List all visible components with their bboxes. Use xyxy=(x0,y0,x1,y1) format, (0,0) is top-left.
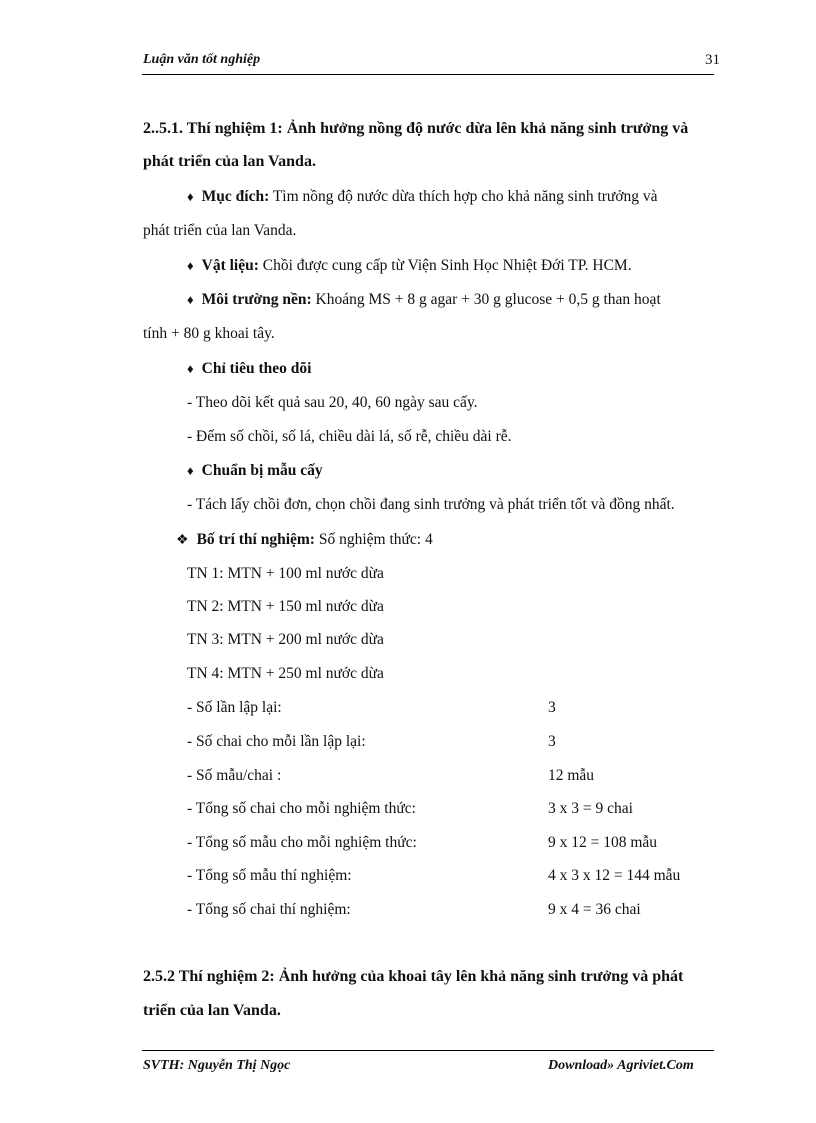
footer-source: Download» Agriviet.Com xyxy=(548,1058,694,1073)
indicators-label: Chỉ tiêu theo dõi xyxy=(201,360,312,377)
material-label: Vật liệu: xyxy=(201,257,259,274)
header-rule xyxy=(142,74,714,75)
section1-heading-line2: phát triển của lan Vanda. xyxy=(143,153,316,170)
section2-heading-line2: triển của lan Vanda. xyxy=(143,1002,281,1019)
treatment-item: TN 4: MTN + 250 ml nước dừa xyxy=(187,665,384,682)
stat-value: 9 x 4 = 36 chai xyxy=(548,901,641,918)
diamond-bullet-icon: ♦ xyxy=(187,292,194,307)
treatment-item: TN 1: MTN + 100 ml nước dừa xyxy=(187,565,384,582)
medium-label: Môi trường nền: xyxy=(201,291,312,308)
stat-label: - Số lần lập lại: xyxy=(187,699,282,716)
prep-label: Chuẩn bị mẫu cấy xyxy=(201,462,323,479)
stat-value: 3 xyxy=(548,699,556,716)
stat-label: - Số chai cho mỗi lần lập lại: xyxy=(187,733,366,750)
diamond-bullet-icon: ♦ xyxy=(187,258,194,273)
diamond-bullet-icon: ♦ xyxy=(187,463,194,478)
design-paragraph xyxy=(176,531,433,549)
header-title: Luận văn tốt nghiệp xyxy=(143,52,261,67)
prep-text: - Tách lấy chồi đơn, chọn chồi đang sinh trưởng và phát triển tốt và đồng nhất. xyxy=(187,496,675,513)
medium-text: Khoáng MS + 8 g agar + 30 g glucose + 0,5 g than hoạt xyxy=(311,291,661,308)
prep-heading xyxy=(187,462,323,480)
stat-value: 3 xyxy=(548,733,556,750)
stat-label: - Tổng số mẫu cho mỗi nghiệm thức: xyxy=(187,834,417,851)
purpose-label: Mục đích: xyxy=(201,188,270,205)
stat-value: 4 x 3 x 12 = 144 mẫu xyxy=(548,867,681,884)
diamond-bullet-icon: ♦ xyxy=(187,189,194,204)
treatment-item: TN 3: MTN + 200 ml nước dừa xyxy=(187,631,384,648)
material-text: Chồi được cung cấp từ Viện Sinh Học Nhiệt Đới TP. HCM. xyxy=(258,257,632,274)
page-number: 31 xyxy=(705,52,720,68)
stat-value: 9 x 12 = 108 mẫu xyxy=(548,834,658,851)
indicator-item: - Đếm số chồi, số lá, chiều dài lá, số rễ, chiều dài rễ. xyxy=(187,428,512,445)
stat-value: 12 mẫu xyxy=(548,767,595,784)
diamond-bullet-icon: ♦ xyxy=(187,361,194,376)
indicators-heading xyxy=(187,360,311,378)
material-paragraph xyxy=(187,257,632,275)
stat-label: - Tổng số chai cho mỗi nghiệm thức: xyxy=(187,800,416,817)
footer-author: SVTH: Nguyễn Thị Ngọc xyxy=(143,1058,291,1073)
indicator-item: - Theo dõi kết quả sau 20, 40, 60 ngày sau cấy. xyxy=(187,394,478,411)
treatment-item: TN 2: MTN + 150 ml nước dừa xyxy=(187,598,384,615)
section2-heading-line1: 2.5.2 Thí nghiệm 2: Ảnh hưởng của khoai tây lên khả năng sinh trưởng và phát xyxy=(143,968,684,985)
stat-label: - Tổng số mẫu thí nghiệm: xyxy=(187,867,352,884)
design-label: Bố trí thí nghiệm: xyxy=(196,531,315,548)
medium-text-cont: tính + 80 g khoai tây. xyxy=(143,325,275,342)
stat-label: - Tổng số chai thí nghiệm: xyxy=(187,901,351,918)
purpose-paragraph xyxy=(187,188,658,206)
fancy-diamond-bullet-icon: ❖ xyxy=(176,533,189,548)
stat-value: 3 x 3 = 9 chai xyxy=(548,800,633,817)
section1-heading-line1: 2..5.1. Thí nghiệm 1: Ảnh hưởng nồng độ nước dừa lên khả năng sinh trưởng và xyxy=(143,120,689,137)
design-text: Số nghiệm thức: 4 xyxy=(314,531,433,548)
footer-rule xyxy=(142,1050,714,1051)
purpose-text-cont: phát triển của lan Vanda. xyxy=(143,222,297,239)
medium-paragraph xyxy=(187,291,661,309)
purpose-text: Tìm nồng độ nước dừa thích hợp cho khả năng sinh trưởng và xyxy=(269,188,658,205)
stat-label: - Số mẫu/chai : xyxy=(187,767,282,784)
